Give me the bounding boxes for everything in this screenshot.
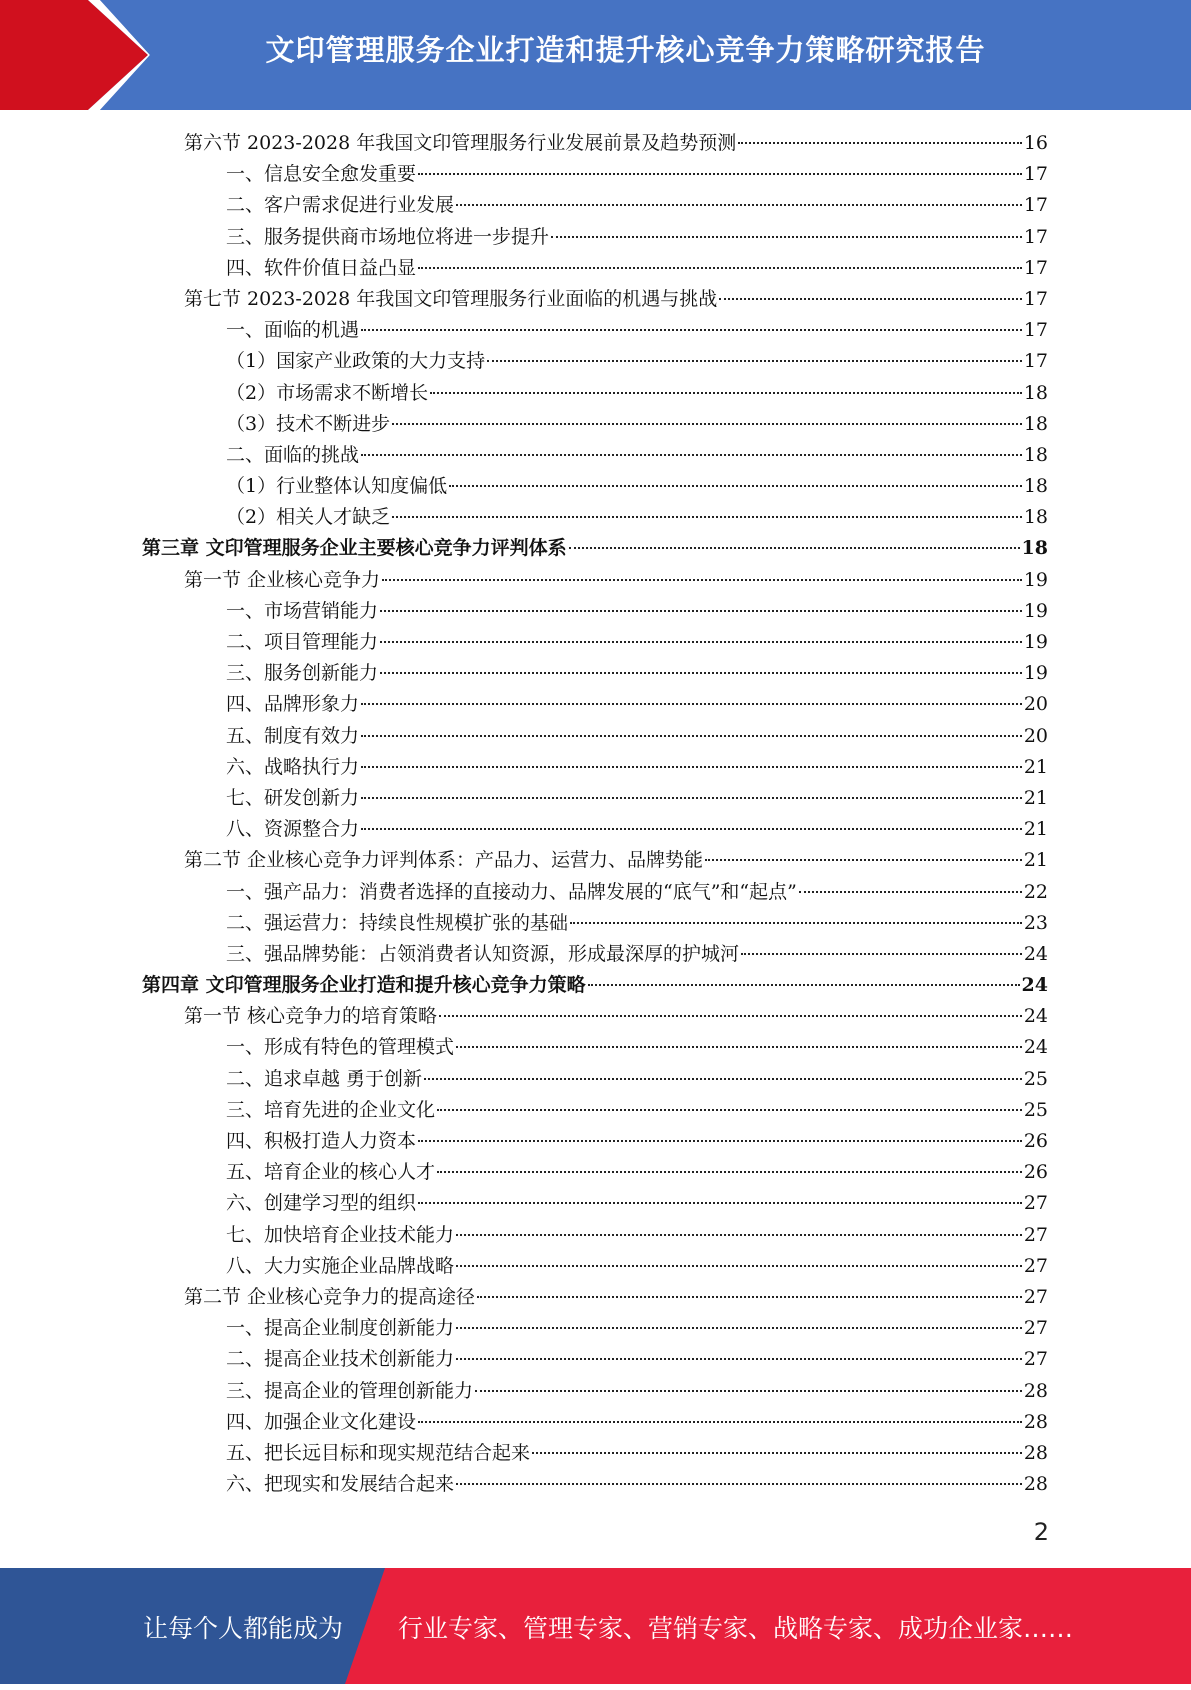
toc-entry-page: 17 [1023, 256, 1048, 279]
toc-entry-page: 18 [1023, 412, 1048, 435]
toc-entry-page: 21 [1023, 818, 1048, 841]
toc-dot-leader [361, 328, 1022, 331]
toc-entry-page: 28 [1023, 1379, 1048, 1402]
toc-entry-title: 六、创建学习型的组织 [226, 1192, 417, 1215]
toc-entry-title: 一、市场营销能力 [226, 599, 379, 622]
toc-entry[interactable] [142, 284, 1048, 315]
toc-dot-leader [439, 1014, 1022, 1017]
toc-entry-title: 六、战略执行力 [226, 755, 360, 778]
toc-entry-page: 21 [1023, 755, 1048, 778]
toc-entry-page: 28 [1023, 1473, 1048, 1496]
toc-dot-leader [588, 983, 1020, 986]
toc-dot-leader [738, 141, 1022, 144]
toc-entry-title: （1）行业整体认知度偏低 [226, 475, 448, 498]
toc-entry-title: 三、提高企业的管理创新能力 [226, 1379, 474, 1402]
toc-dot-leader [799, 890, 1022, 893]
toc-entry-page: 18 [1023, 381, 1048, 404]
toc-dot-leader [382, 578, 1022, 581]
toc-dot-leader [437, 1108, 1022, 1111]
toc-entry[interactable] [142, 1282, 1048, 1313]
toc-dot-leader [361, 702, 1022, 705]
report-title: 文印管理服务企业打造和提升核心竞争力策略研究报告 [265, 33, 986, 67]
toc-dot-leader [430, 391, 1022, 394]
footer-slogan-right: 行业专家、管理专家、营销专家、战略专家、成功企业家…… [398, 1614, 1074, 1643]
toc-entry-page: 17 [1023, 319, 1048, 342]
toc-entry-title: 五、培育企业的核心人才 [226, 1161, 436, 1184]
toc-dot-leader [418, 266, 1022, 269]
toc-dot-leader [569, 546, 1020, 549]
toc-dot-leader [392, 422, 1022, 425]
toc-entry-page: 18 [1023, 475, 1048, 498]
toc-entry-page: 17 [1023, 194, 1048, 217]
toc-dot-leader [551, 235, 1022, 238]
toc-entry[interactable] [142, 596, 1048, 627]
toc-dot-leader [705, 858, 1022, 861]
toc-entry[interactable] [142, 1251, 1048, 1282]
toc-entry-title: 二、追求卓越 勇于创新 [226, 1067, 423, 1090]
toc-entry-page: 18 [1023, 443, 1048, 466]
toc-entry-title: 一、提高企业制度创新能力 [226, 1317, 455, 1340]
toc-dot-leader [475, 1389, 1022, 1392]
toc-entry[interactable] [142, 1376, 1048, 1407]
toc-entry[interactable] [142, 1126, 1048, 1157]
toc-entry[interactable] [142, 253, 1048, 284]
toc-entry-page: 19 [1023, 631, 1048, 653]
toc-entry-page: 27 [1023, 1223, 1048, 1246]
toc-dot-leader [449, 484, 1022, 487]
toc-entry[interactable] [142, 721, 1048, 752]
toc-entry-title: 四、品牌形象力 [226, 693, 360, 716]
toc-entry[interactable] [142, 627, 1048, 658]
toc-entry-title: 七、研发创新力 [226, 786, 360, 809]
toc-entry-title: 三、培育先进的企业文化 [226, 1098, 436, 1121]
toc-entry-page: 21 [1023, 786, 1048, 809]
toc-entry[interactable] [142, 1344, 1048, 1375]
toc-entry-page: 27 [1023, 1348, 1048, 1371]
toc-entry[interactable] [142, 1220, 1048, 1251]
toc-entry[interactable] [142, 939, 1048, 970]
toc-dot-leader [418, 1201, 1022, 1204]
toc-entry-title: 第一节 核心竞争力的培育策略 [184, 1005, 438, 1028]
toc-dot-leader [380, 640, 1022, 643]
toc-dot-leader [418, 1420, 1022, 1423]
toc-entry-title: 第二节 企业核心竞争力评判体系：产品力、运营力、品牌势能 [184, 849, 704, 872]
toc-dot-leader [361, 765, 1022, 768]
toc-entry-title: 三、服务创新能力 [226, 662, 379, 685]
toc-entry-title: 二、提高企业技术创新能力 [226, 1348, 455, 1371]
toc-entry-page: 17 [1023, 350, 1048, 373]
toc-entry[interactable] [142, 502, 1048, 533]
toc-dot-leader [418, 172, 1022, 175]
toc-entry[interactable] [142, 877, 1048, 908]
toc-dot-leader [361, 827, 1022, 830]
toc-entry[interactable] [142, 1157, 1048, 1188]
toc-entry[interactable] [142, 565, 1048, 596]
toc-entry[interactable] [142, 783, 1048, 814]
toc-dot-leader [570, 921, 1022, 924]
toc-entry-page: 27 [1023, 1317, 1048, 1340]
toc-dot-leader [456, 1264, 1022, 1267]
toc-entry[interactable] [142, 752, 1048, 783]
toc-entry[interactable] [142, 908, 1048, 939]
toc-entry-title: 第七节 2023-2028 年我国文印管理服务行业面临的机遇与挑战 [184, 287, 718, 310]
toc-entry-page: 19 [1023, 662, 1048, 685]
toc-entry[interactable] [142, 378, 1048, 409]
toc-entry[interactable] [142, 128, 1048, 159]
toc-entry-title: 一、信息安全愈发重要 [226, 163, 417, 186]
toc-dot-leader [532, 1451, 1022, 1454]
toc-entry-page: 24 [1023, 1036, 1048, 1059]
toc-entry[interactable] [142, 1407, 1048, 1438]
toc-dot-leader [456, 1357, 1022, 1360]
toc-dot-leader [424, 1077, 1022, 1080]
toc-entry-title: 三、服务提供商市场地位将进一步提升 [226, 225, 550, 248]
toc-entry-page: 26 [1023, 1130, 1048, 1152]
toc-entry[interactable] [142, 1469, 1048, 1500]
toc-entry-title: （2）市场需求不断增长 [226, 381, 429, 404]
toc-entry[interactable] [142, 159, 1048, 190]
toc-dot-leader [437, 1170, 1022, 1173]
toc-dot-leader [741, 952, 1022, 955]
toc-dot-leader [361, 453, 1022, 456]
toc-entry-title: 四、加强企业文化建设 [226, 1410, 417, 1433]
toc-entry-page: 27 [1023, 1192, 1048, 1215]
toc-entry-title: 三、强品牌势能：占领消费者认知资源，形成最深厚的护城河 [226, 942, 740, 965]
page-number: 2 [1033, 1518, 1049, 1546]
toc-entry-title: 八、资源整合力 [226, 818, 360, 841]
toc-entry-page: 22 [1023, 880, 1048, 903]
toc-dot-leader [719, 297, 1022, 300]
toc-entry-page: 19 [1023, 599, 1048, 622]
toc-entry[interactable] [142, 1064, 1048, 1095]
toc-dot-leader [456, 203, 1022, 206]
toc-entry-page: 25 [1023, 1067, 1048, 1090]
toc-entry[interactable] [142, 533, 1048, 564]
toc-entry-title: 八、大力实施企业品牌战略 [226, 1254, 455, 1277]
toc-entry[interactable] [142, 1095, 1048, 1126]
toc-dot-leader [456, 1326, 1022, 1329]
toc-dot-leader [380, 671, 1022, 674]
toc-entry-title: 第二节 企业核心竞争力的提高途径 [184, 1285, 476, 1308]
toc-entry-page: 16 [1023, 132, 1048, 154]
toc-entry-title: 七、加快培育企业技术能力 [226, 1223, 455, 1246]
toc-dot-leader [456, 1045, 1022, 1048]
footer-band [0, 1568, 1191, 1684]
toc-entry-page: 28 [1023, 1441, 1048, 1464]
toc-entry[interactable] [142, 315, 1048, 346]
toc-dot-leader [456, 1233, 1022, 1236]
toc-entry-page: 19 [1023, 568, 1048, 591]
toc-entry-page: 20 [1023, 693, 1048, 716]
toc-entry-title: 一、面临的机遇 [226, 319, 360, 342]
toc-entry-page: 27 [1023, 1254, 1048, 1277]
toc-entry-page: 26 [1023, 1161, 1048, 1184]
toc-entry-title: 一、强产品力：消费者选择的直接动力、品牌发展的“底气”和“起点” [226, 880, 797, 903]
toc-dot-leader [477, 1295, 1022, 1298]
toc-dot-leader [361, 734, 1022, 737]
toc-dot-leader [456, 1482, 1022, 1485]
toc-entry-page: 17 [1023, 163, 1048, 186]
toc-entry[interactable] [142, 814, 1048, 845]
toc-entry-title: 二、强运营力：持续良性规模扩张的基础 [226, 911, 569, 934]
toc-entry-title: 二、项目管理能力 [226, 631, 379, 653]
toc-entry[interactable] [142, 409, 1048, 440]
toc-entry-page: 27 [1023, 1285, 1048, 1308]
toc-entry-title: （1）国家产业政策的大力支持 [226, 350, 486, 373]
toc-entry-page: 24 [1023, 942, 1048, 965]
toc-entry-title: 一、形成有特色的管理模式 [226, 1036, 455, 1059]
header-band [0, 0, 1191, 110]
toc-entry[interactable] [142, 689, 1048, 720]
toc-entry[interactable] [142, 1313, 1048, 1344]
toc-entry-page: 20 [1023, 724, 1048, 747]
toc-entry-title: 第六节 2023-2028 年我国文印管理服务行业发展前景及趋势预测 [184, 132, 737, 154]
toc-entry-title: 六、把现实和发展结合起来 [226, 1473, 455, 1496]
toc-entry-title: 二、面临的挑战 [226, 443, 360, 466]
toc-entry[interactable] [142, 970, 1048, 1001]
toc-entry-page: 21 [1023, 849, 1048, 872]
toc-entry[interactable] [142, 1032, 1048, 1063]
toc-entry-title: 五、制度有效力 [226, 724, 360, 747]
toc-entry[interactable] [142, 471, 1048, 502]
toc-entry-title: 第三章 文印管理服务企业主要核心竞争力评判体系 [142, 537, 567, 560]
footer-slogan-left: 让每个人都能成为 [143, 1614, 344, 1643]
toc-dot-leader [361, 796, 1022, 799]
toc-entry-title: 四、积极打造人力资本 [226, 1130, 417, 1152]
table-of-contents [142, 128, 1048, 1500]
toc-entry-page: 24 [1023, 1005, 1048, 1028]
toc-entry-page: 23 [1023, 911, 1048, 934]
toc-entry[interactable] [142, 845, 1048, 876]
toc-entry-title: 四、软件价值日益凸显 [226, 256, 417, 279]
toc-entry[interactable] [142, 1001, 1048, 1032]
toc-entry[interactable] [142, 440, 1048, 471]
toc-entry-title: （3）技术不断进步 [226, 412, 391, 435]
toc-entry-title: 第四章 文印管理服务企业打造和提升核心竞争力策略 [142, 974, 586, 997]
toc-entry-title: 五、把长远目标和现实规范结合起来 [226, 1441, 531, 1464]
toc-entry-page: 17 [1023, 225, 1048, 248]
toc-entry[interactable] [142, 222, 1048, 253]
toc-entry[interactable] [142, 658, 1048, 689]
toc-entry[interactable] [142, 346, 1048, 377]
toc-entry-title: （2）相关人才缺乏 [226, 506, 391, 529]
toc-entry[interactable] [142, 1438, 1048, 1469]
toc-entry[interactable] [142, 190, 1048, 221]
toc-dot-leader [418, 1139, 1022, 1142]
toc-entry[interactable] [142, 1188, 1048, 1219]
toc-entry-page: 25 [1023, 1098, 1048, 1121]
toc-entry-page: 18 [1023, 506, 1048, 529]
toc-entry-page: 28 [1023, 1410, 1048, 1433]
toc-dot-leader [392, 515, 1022, 518]
toc-entry-title: 二、客户需求促进行业发展 [226, 194, 455, 217]
toc-entry-page: 18 [1021, 537, 1048, 560]
toc-entry-title: 第一节 企业核心竞争力 [184, 568, 381, 591]
toc-entry-page: 24 [1021, 974, 1048, 997]
toc-dot-leader [487, 359, 1022, 362]
toc-dot-leader [380, 609, 1022, 612]
toc-entry-page: 17 [1023, 287, 1048, 310]
